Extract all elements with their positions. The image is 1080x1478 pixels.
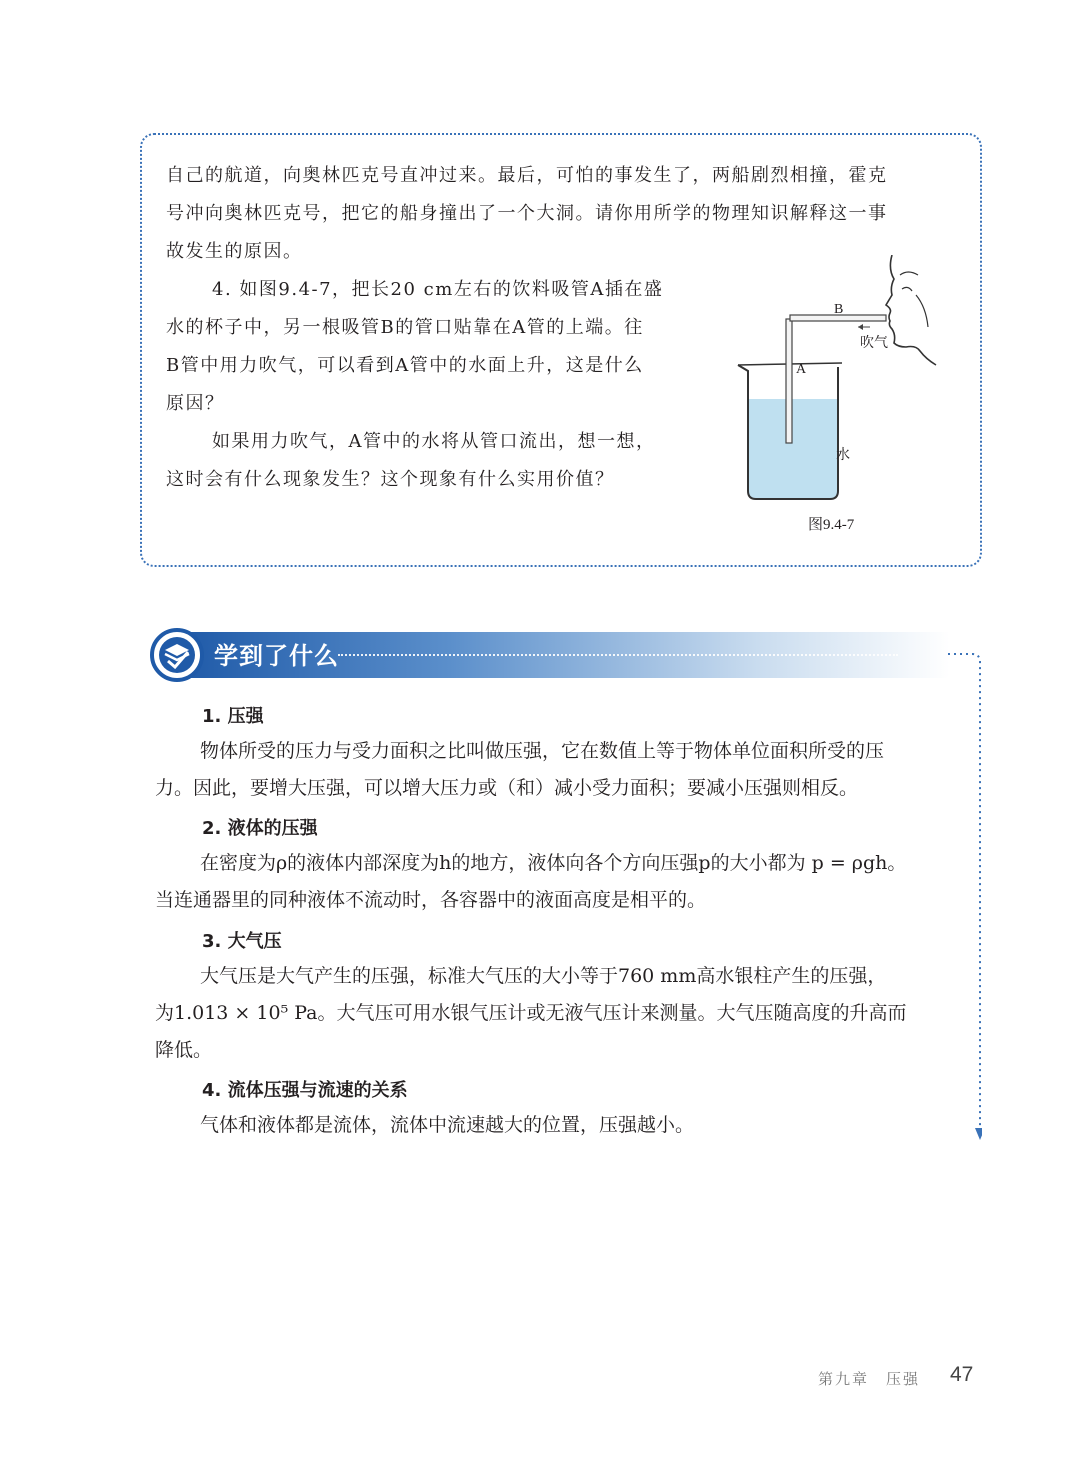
section-heading: 4. 流体压强与流速的关系: [202, 1080, 408, 1101]
section-line: 降低。: [155, 1039, 213, 1061]
figure-caption: 图9.4-7: [808, 517, 855, 533]
book-check-icon: [150, 628, 204, 682]
section-line: 当连通器里的同种液体不流动时，各容器中的液面高度是相平的。: [155, 889, 707, 911]
exercise-line: 如果用力吹气，A管中的水将从管口流出，想一想，: [212, 431, 656, 452]
label-blow: 吹气: [860, 335, 888, 351]
banner-dots: [338, 654, 898, 656]
section-heading: 3. 大气压: [202, 931, 282, 952]
exercise-line: 故发生的原因。: [166, 241, 303, 262]
face-profile: [886, 255, 936, 365]
section-heading: 1. 压强: [202, 706, 264, 727]
exercise-line: 号冲向奥林匹克号，把它的船身撞出了一个大洞。请你用所学的物理知识解释这一事: [166, 203, 888, 224]
straw-a: [786, 319, 792, 443]
section-line: 在密度为ρ的液体内部深度为h的地方，液体向各个方向压强p的大小都为 p = ρgh。: [200, 852, 907, 874]
label-water: 水: [836, 447, 850, 463]
summary-title: 学到了什么: [214, 642, 339, 670]
exercise-line: 原因？: [166, 393, 225, 414]
exercise-line: 自己的航道，向奥林匹克号直冲过来。最后，可怕的事发生了，两船剧烈相撞，霍克: [166, 165, 888, 186]
label-a: A: [796, 362, 807, 377]
section-line: 物体所受的压力与受力面积之比叫做压强，它在数值上等于物体单位面积所受的压: [200, 740, 885, 762]
summary-banner: [150, 628, 950, 682]
exercise-line: B管中用力吹气，可以看到A管中的水面上升，这是什么: [166, 355, 644, 376]
section-line: 为1.013 × 10⁵ Pa。大气压可用水银气压计或无液气压计来测量。大气压随高度的升高而: [155, 1002, 907, 1024]
exercise-line: 水的杯子中，另一根吸管B的管口贴靠在A管的上端。往: [166, 317, 644, 338]
section-line: 气体和液体都是流体，流体中流速越大的位置，压强越小。: [200, 1114, 695, 1136]
section-heading: 2. 液体的压强: [202, 818, 318, 839]
section-line: 力。因此，要增大压强，可以增大压力或（和）减小受力面积；要减小压强则相反。: [155, 777, 859, 799]
label-b: B: [834, 302, 844, 317]
right-rail-arrow: [946, 652, 982, 1142]
exercise-line: 这时会有什么现象发生？这个现象有什么实用价值？: [166, 469, 615, 490]
water-fill: [748, 399, 838, 499]
page-number: 47: [950, 1363, 974, 1386]
section-line: 大气压是大气产生的压强，标准大气压的大小等于760 mm高水银柱产生的压强，: [200, 965, 887, 987]
exercise-line: 4. 如图9.4-7，把长20 cm左右的饮料吸管A插在盛: [212, 279, 664, 300]
straw-beaker-figure: [730, 255, 950, 535]
footer-chapter: 第九章 压强: [818, 1370, 921, 1388]
